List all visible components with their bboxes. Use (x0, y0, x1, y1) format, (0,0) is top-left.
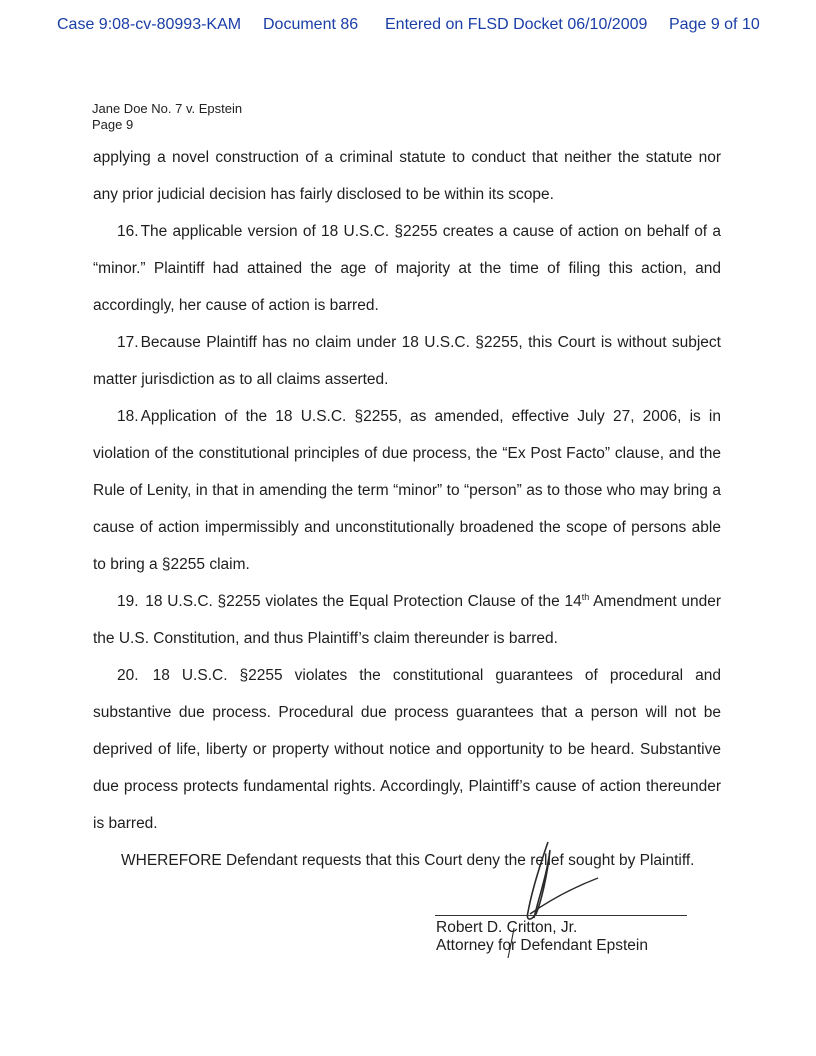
signature-block (436, 919, 648, 955)
page-number: Page 9 of 10 (669, 16, 760, 33)
signature-line (435, 915, 687, 916)
paragraph-20 (93, 657, 721, 842)
paragraph-16 (93, 213, 721, 324)
paragraph-17 (93, 324, 721, 398)
paragraph-number: 16. (117, 223, 139, 240)
case-parties: Jane Doe No. 7 v. Epstein (92, 101, 243, 116)
paragraph-text-cont: Amendment under the U.S. Constitution, and thus Plaintiff’s claim thereunder is barred. (93, 593, 721, 647)
paragraph-number: 18. (117, 408, 139, 425)
case-number: Case 9:08-cv-80993-KAM (57, 16, 242, 33)
paragraph-text: Because Plaintiff has no claim under 18 U.S.C. §2255, this Court is without subject matter jurisdiction as to all claims asserted. (93, 334, 721, 388)
signer-title: Attorney for Defendant Epstein (436, 937, 648, 954)
wherefore-clause: WHEREFORE Defendant requests that this Court deny the relief sought by Plaintiff. (121, 852, 695, 869)
docket-entry: Entered on FLSD Docket 06/10/2009 (385, 16, 648, 33)
superscript: th (581, 591, 590, 602)
signer-name: Robert D. Critton, Jr. (436, 919, 578, 936)
page-caption (92, 101, 242, 133)
paragraph-text: The applicable version of 18 U.S.C. §2255 creates a cause of action on behalf of a “minor.” Plaintiff had attained the age of majority at the time of filing this action, and accordingly, her cause of action is barred. (93, 223, 721, 314)
continuation-paragraph: applying a novel construction of a criminal statute to conduct that neither the statute nor any prior judicial decision has fairly disclosed to be within its scope. (93, 149, 721, 203)
document-body (93, 139, 721, 879)
paragraph-text: 18 U.S.C. §2255 violates the Equal Protection Clause of the 14 (145, 593, 582, 610)
paragraph-number: 17. (117, 334, 139, 351)
paragraph-number: 20. (117, 667, 139, 684)
paragraph-18 (93, 398, 721, 583)
paragraph-number: 19. (117, 593, 139, 610)
paragraph-19 (93, 583, 721, 657)
caption-page: Page 9 (92, 117, 134, 132)
paragraph-text: Application of the 18 U.S.C. §2255, as amended, effective July 27, 2006, is in violation of the constitutional principles of due process, the “Ex Post Facto” clause, and the Rule of Lenity, in that in amending the term “minor” to “person” as to those who may bring a cause of action impermissibly and unconstitutionally broadened the scope of persons able to bring a §2255 claim. (93, 408, 721, 573)
paragraph-text: 18 U.S.C. §2255 violates the constitutional guarantees of procedural and substantive due process. Procedural due process guarantees that a person will not be deprived of life, liberty or property without notice and opportunity to be heard. Substantive due process protects fundamental rights. Accordingly, Plaintiff’s cause of action thereunder is barred. (93, 667, 721, 832)
document-number: Document 86 (263, 16, 359, 33)
